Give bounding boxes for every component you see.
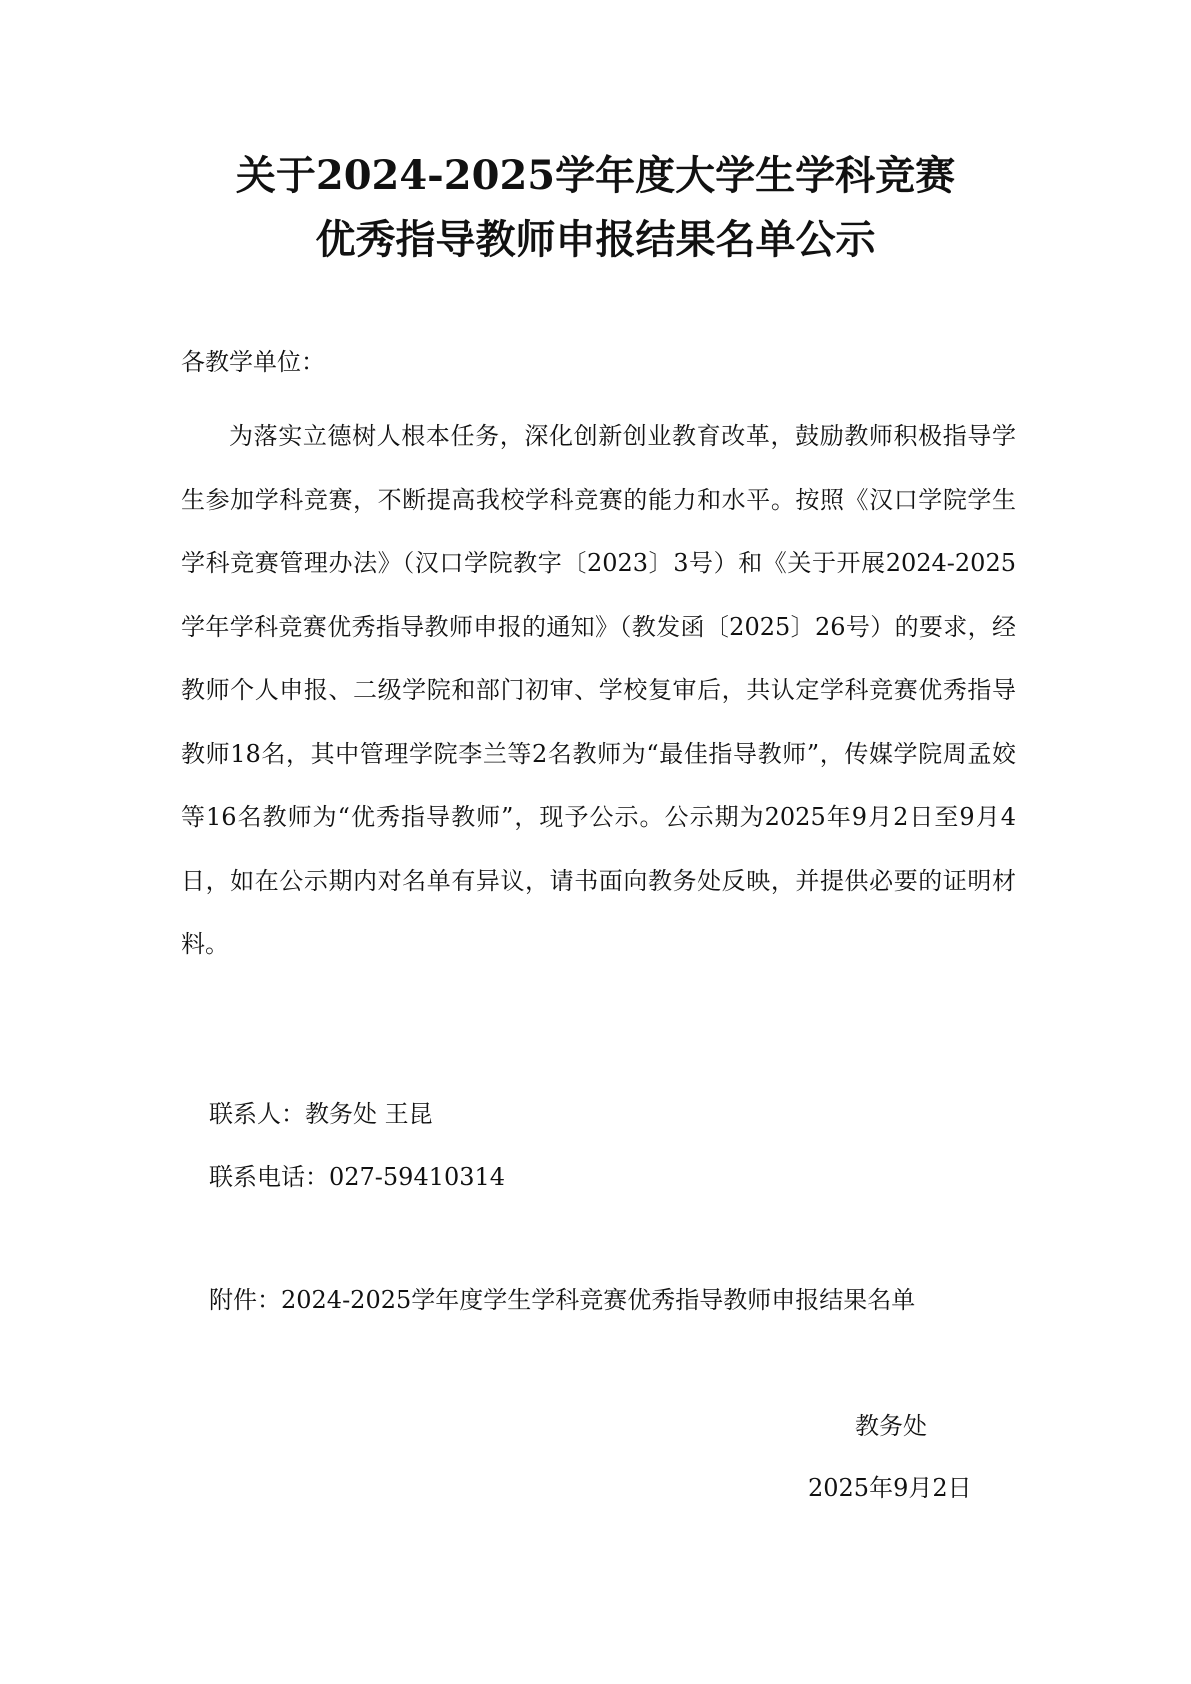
signature-office: 教务处 <box>855 1412 927 1440</box>
document-title-line-2: 优秀指导教师申报结果名单公示 <box>315 216 876 263</box>
document-title-line-1: 关于2024-2025学年度大学生学科竞赛 <box>235 152 956 199</box>
salutation: 各教学单位： <box>181 348 325 376</box>
contact-phone: 联系电话：027-59410314 <box>209 1163 506 1191</box>
contact-person: 联系人：教务处 王昆 <box>209 1100 433 1128</box>
attachment-line: 附件：2024-2025学年度学生学科竞赛优秀指导教师申报结果名单 <box>209 1286 916 1314</box>
body-paragraph: 为落实立德树人根本任务，深化创新创业教育改革，鼓励教师积极指导学生参加学科竞赛，不断提高我校学科竞赛的能力和水平。按照《汉口学院学生学科竞赛管理办法》（汉口学院教字〔2023〕3号）和《关于开展2024-2025学年学科竞赛优秀指导教师申报的通知》（教发函〔2025〕26号）的要求，经教师个人申报、二级学院和部门初审、学校复审后，共认定学科竞赛优秀指导教师18名，其中管理学院李兰等2名教师为“最佳指导教师”，传媒学院周孟姣等16名教师为“优秀指导教师”，现予公示。公示期为2025年9月2日至9月4日，如在公示期内对名单有异议，请书面向教务处反映，并提供必要的证明材料。 <box>181 422 1016 958</box>
signature-date: 2025年9月2日 <box>808 1474 972 1502</box>
